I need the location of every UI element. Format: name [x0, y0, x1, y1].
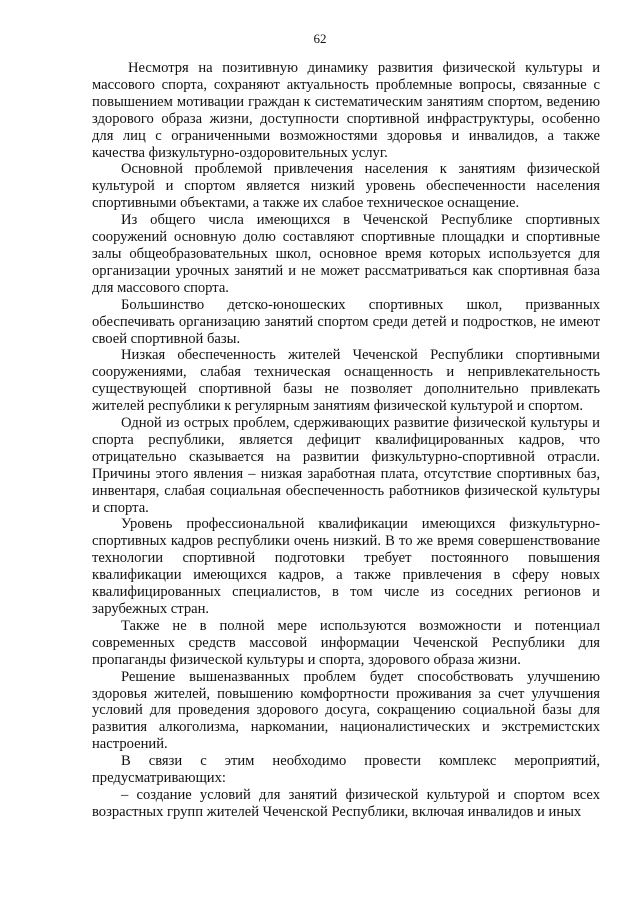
document-body	[92, 60, 600, 821]
paragraph-1: Несмотря на позитивную динамику развития физической культуры и массового спорта, сохраняют актуальность проблемные вопросы, связанные с повышением мотивации граждан к систематическим занятиям спортом, ведению здорового образа жизни, доступности спортивной инфраструктуры, особенно для лиц с ограниченными возможностями здоровья и инвалидов, а также качества физкультурно-оздоровительных услуг.	[92, 60, 600, 161]
paragraph-9: Решение вышеназванных проблем будет способствовать улучшению здоровья жителей, повышению комфортности проживания за счет улучшения условий для проведения здорового досуга, сокращению социальной базы для развития алкоголизма, наркомании, националистических и экстремистских настроений.	[92, 668, 600, 753]
paragraph-10: В связи с этим необходимо провести комплекс мероприятий, предусматривающих:	[92, 753, 600, 787]
paragraph-4: Большинство детско-юношеских спортивных школ, призванных обеспечивать организацию занятий спортом среди детей и подростков, не имеют своей спортивной базы.	[92, 296, 600, 347]
list-item-1: – создание условий для занятий физической культурой и спортом всех возрастных групп жителей Чеченской Республики, включая инвалидов и иных	[92, 786, 600, 820]
paragraph-3: Из общего числа имеющихся в Чеченской Республике спортивных сооружений основную долю составляют спортивные площадки и спортивные залы общеобразовательных школ, основное время которых используется для организации урочных занятий и не может рассматриваться как спортивная база для массового спорта.	[92, 212, 600, 296]
paragraph-7: Уровень профессиональной квалификации имеющихся физкультурно-спортивных кадров республики очень низкий. В то же время совершенствование технологии спортивной подготовки требует постоянного повышения квалификации имеющихся кадров, а также привлечения в сферу новых квалифицированных специалистов, в том числе из соседних регионов и зарубежных стран.	[92, 516, 600, 617]
paragraph-2: Основной проблемой привлечения населения к занятиям физической культурой и спортом является низкий уровень обеспеченности населения спортивными объектами, а также их слабое техническое оснащение.	[92, 161, 600, 212]
paragraph-8: Также не в полной мере используются возможности и потенциал современных средств массовой информации Чеченской Республики для пропаганды физической культуры и спорта, здорового образа жизни.	[92, 617, 600, 668]
paragraph-6: Одной из острых проблем, сдерживающих развитие физической культуры и спорта республики, является дефицит квалифицированных кадров, что отрицательно сказывается на развитии физкультурно-спортивной отрасли. Причины этого явления – низкая заработная плата, отсутствие спортивных баз, инвентаря, слабая социальная обеспеченность работников физической культуры и спорта.	[92, 415, 600, 516]
page-number: 62	[313, 31, 327, 46]
paragraph-5: Низкая обеспеченность жителей Чеченской Республики спортивными сооружениями, слабая техническая оснащенность и непривлекательность существующей спортивной базы не позволяет дополнительно привлекать жителей республики к регулярным занятиям физической культурой и спортом.	[92, 347, 600, 415]
